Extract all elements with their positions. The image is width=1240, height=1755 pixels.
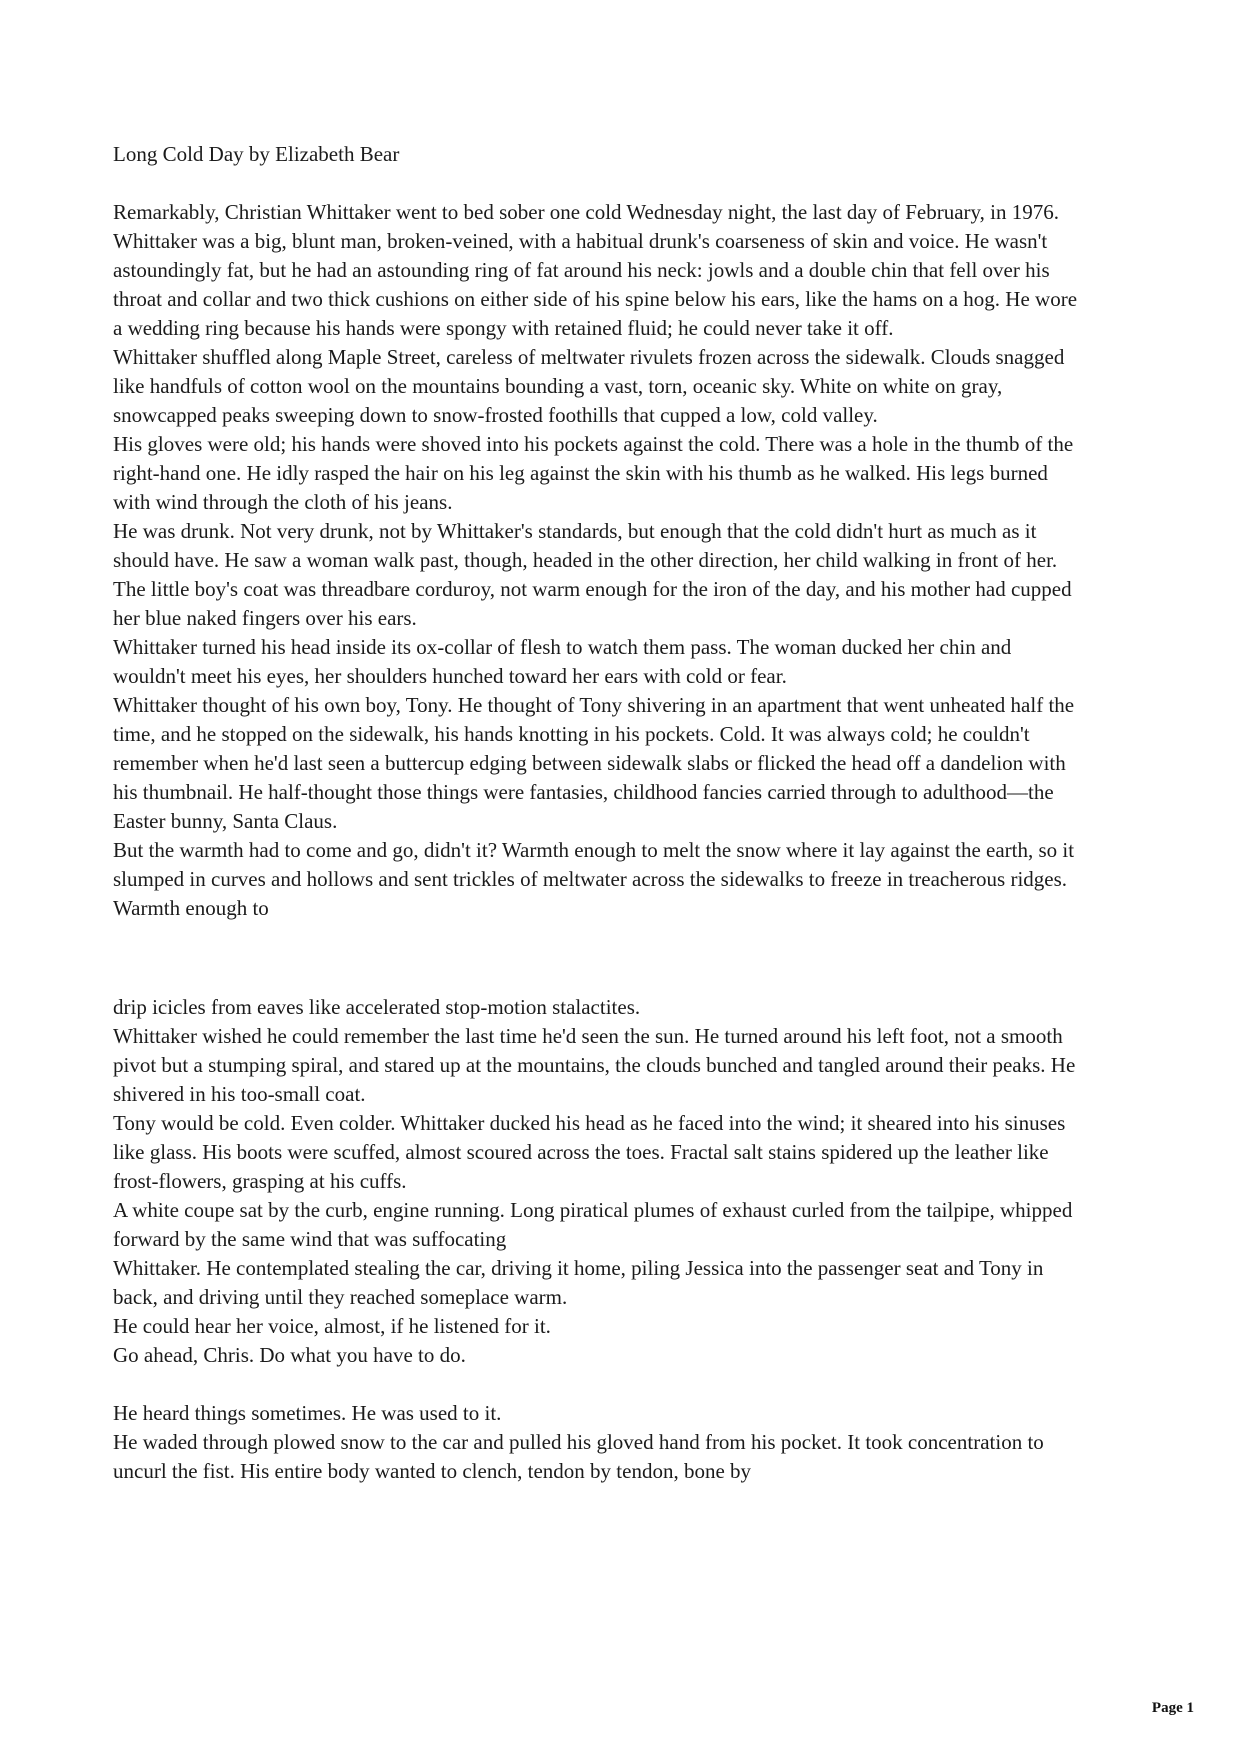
paragraph: Remarkably, Christian Whittaker went to bed sober one cold Wednesday night, the last day of February, in 1976. Whittaker was a big, blunt man, broken-veined, with a habitual drunk's coarseness of skin and voice. He wasn't astoundingly fat, but he had an astounding ring of fat around his neck: jowls and a double chin that fell over his throat and collar and two thick cushions on either side of his spine below his ears, like the hams on a hog. He wore a wedding ring because his hands were spongy with retained fluid; he could never take it off. — [113, 200, 1078, 340]
paragraph: He was drunk. Not very drunk, not by Whittaker's standards, but enough that the cold didn't hurt as much as it should have. He saw a woman walk past, though, headed in the other direction, her child walking in front of her. The little boy's coat was threadbare corduroy, not warm enough for the iron of the day, and his mother had cupped her blue naked fingers over his ears. — [113, 519, 1072, 630]
paragraph: Tony would be cold. Even colder. Whittaker ducked his head as he faced into the wind; it sheared into his sinuses like glass. His boots were scuffed, almost scoured across the toes. Fractal salt stains spidered up the leather like frost-flowers, grasping at his cuffs. — [113, 1111, 1066, 1193]
paragraph: Go ahead, Chris. Do what you have to do. — [113, 1343, 466, 1367]
paragraph: He waded through plowed snow to the car and pulled his gloved hand from his pocket. It took concentration to uncurl the fist. His entire body wanted to clench, tendon by tendon, bone by — [113, 1430, 1044, 1483]
paragraph: Whittaker shuffled along Maple Street, careless of meltwater rivulets frozen across the sidewalk. Clouds snagged like handfuls of cotton wool on the mountains bounding a vast, torn, oceanic sky. White on white on gray, snowcapped peaks sweeping down to snow-frosted foothills that cupped a low, cold valley. — [113, 345, 1065, 427]
blank-line — [113, 169, 1088, 198]
paragraph: His gloves were old; his hands were shoved into his pockets against the cold. There was a hole in the thumb of the right-hand one. He idly rasped the hair on his leg against the skin with his thumb as he walked. His legs burned with wind through the cloth of his jeans. — [113, 432, 1074, 514]
paragraph: But the warmth had to come and go, didn't it? Warmth enough to melt the snow where it lay against the earth, so it slumped in curves and hollows and sent trickles of meltwater across the sidewalks to freeze in treacherous ridges. Warmth enough to — [113, 838, 1075, 920]
paragraph: Whittaker. He contemplated stealing the car, driving it home, piling Jessica into the passenger seat and Tony in back, and driving until they reached someplace warm. — [113, 1256, 1044, 1309]
page-number: Page 1 — [1151, 1700, 1194, 1716]
document-title: Long Cold Day by Elizabeth Bear — [113, 142, 400, 166]
paragraph: He heard things sometimes. He was used to it. — [113, 1401, 502, 1425]
paragraph: Whittaker turned his head inside its ox-collar of flesh to watch them pass. The woman ducked her chin and wouldn't meet his eyes, her shoulders hunched toward her ears with cold or fear. — [113, 635, 1012, 688]
paragraph: A white coupe sat by the curb, engine running. Long piratical plumes of exhaust curled from the tailpipe, whipped forward by the same wind that was suffocating — [113, 1198, 1073, 1251]
paragraph: Whittaker wished he could remember the last time he'd seen the sun. He turned around his left foot, not a smooth pivot but a stumping spiral, and stared up at the mountains, the clouds bunched and tangled around their peaks. He shivered in his too-small coat. — [113, 1024, 1076, 1106]
paragraph: Whittaker thought of his own boy, Tony. He thought of Tony shivering in an apartment that went unheated half the time, and he stopped on the sidewalk, his hands knotting in his pockets. Cold. It was always cold; he couldn't remember when he'd last seen a buttercup edging between sidewalk slabs or flicked the head off a dandelion with his thumbnail. He half-thought those things were fantasies, childhood fancies carried through to adulthood—the Easter bunny, Santa Claus. — [113, 693, 1075, 833]
document-body — [113, 140, 1088, 1486]
page-break-gap — [113, 923, 1088, 993]
paragraph: He could hear her voice, almost, if he listened for it. — [113, 1314, 551, 1338]
blank-line — [113, 1370, 1088, 1399]
paragraph: drip icicles from eaves like accelerated stop-motion stalactites. — [113, 995, 641, 1019]
